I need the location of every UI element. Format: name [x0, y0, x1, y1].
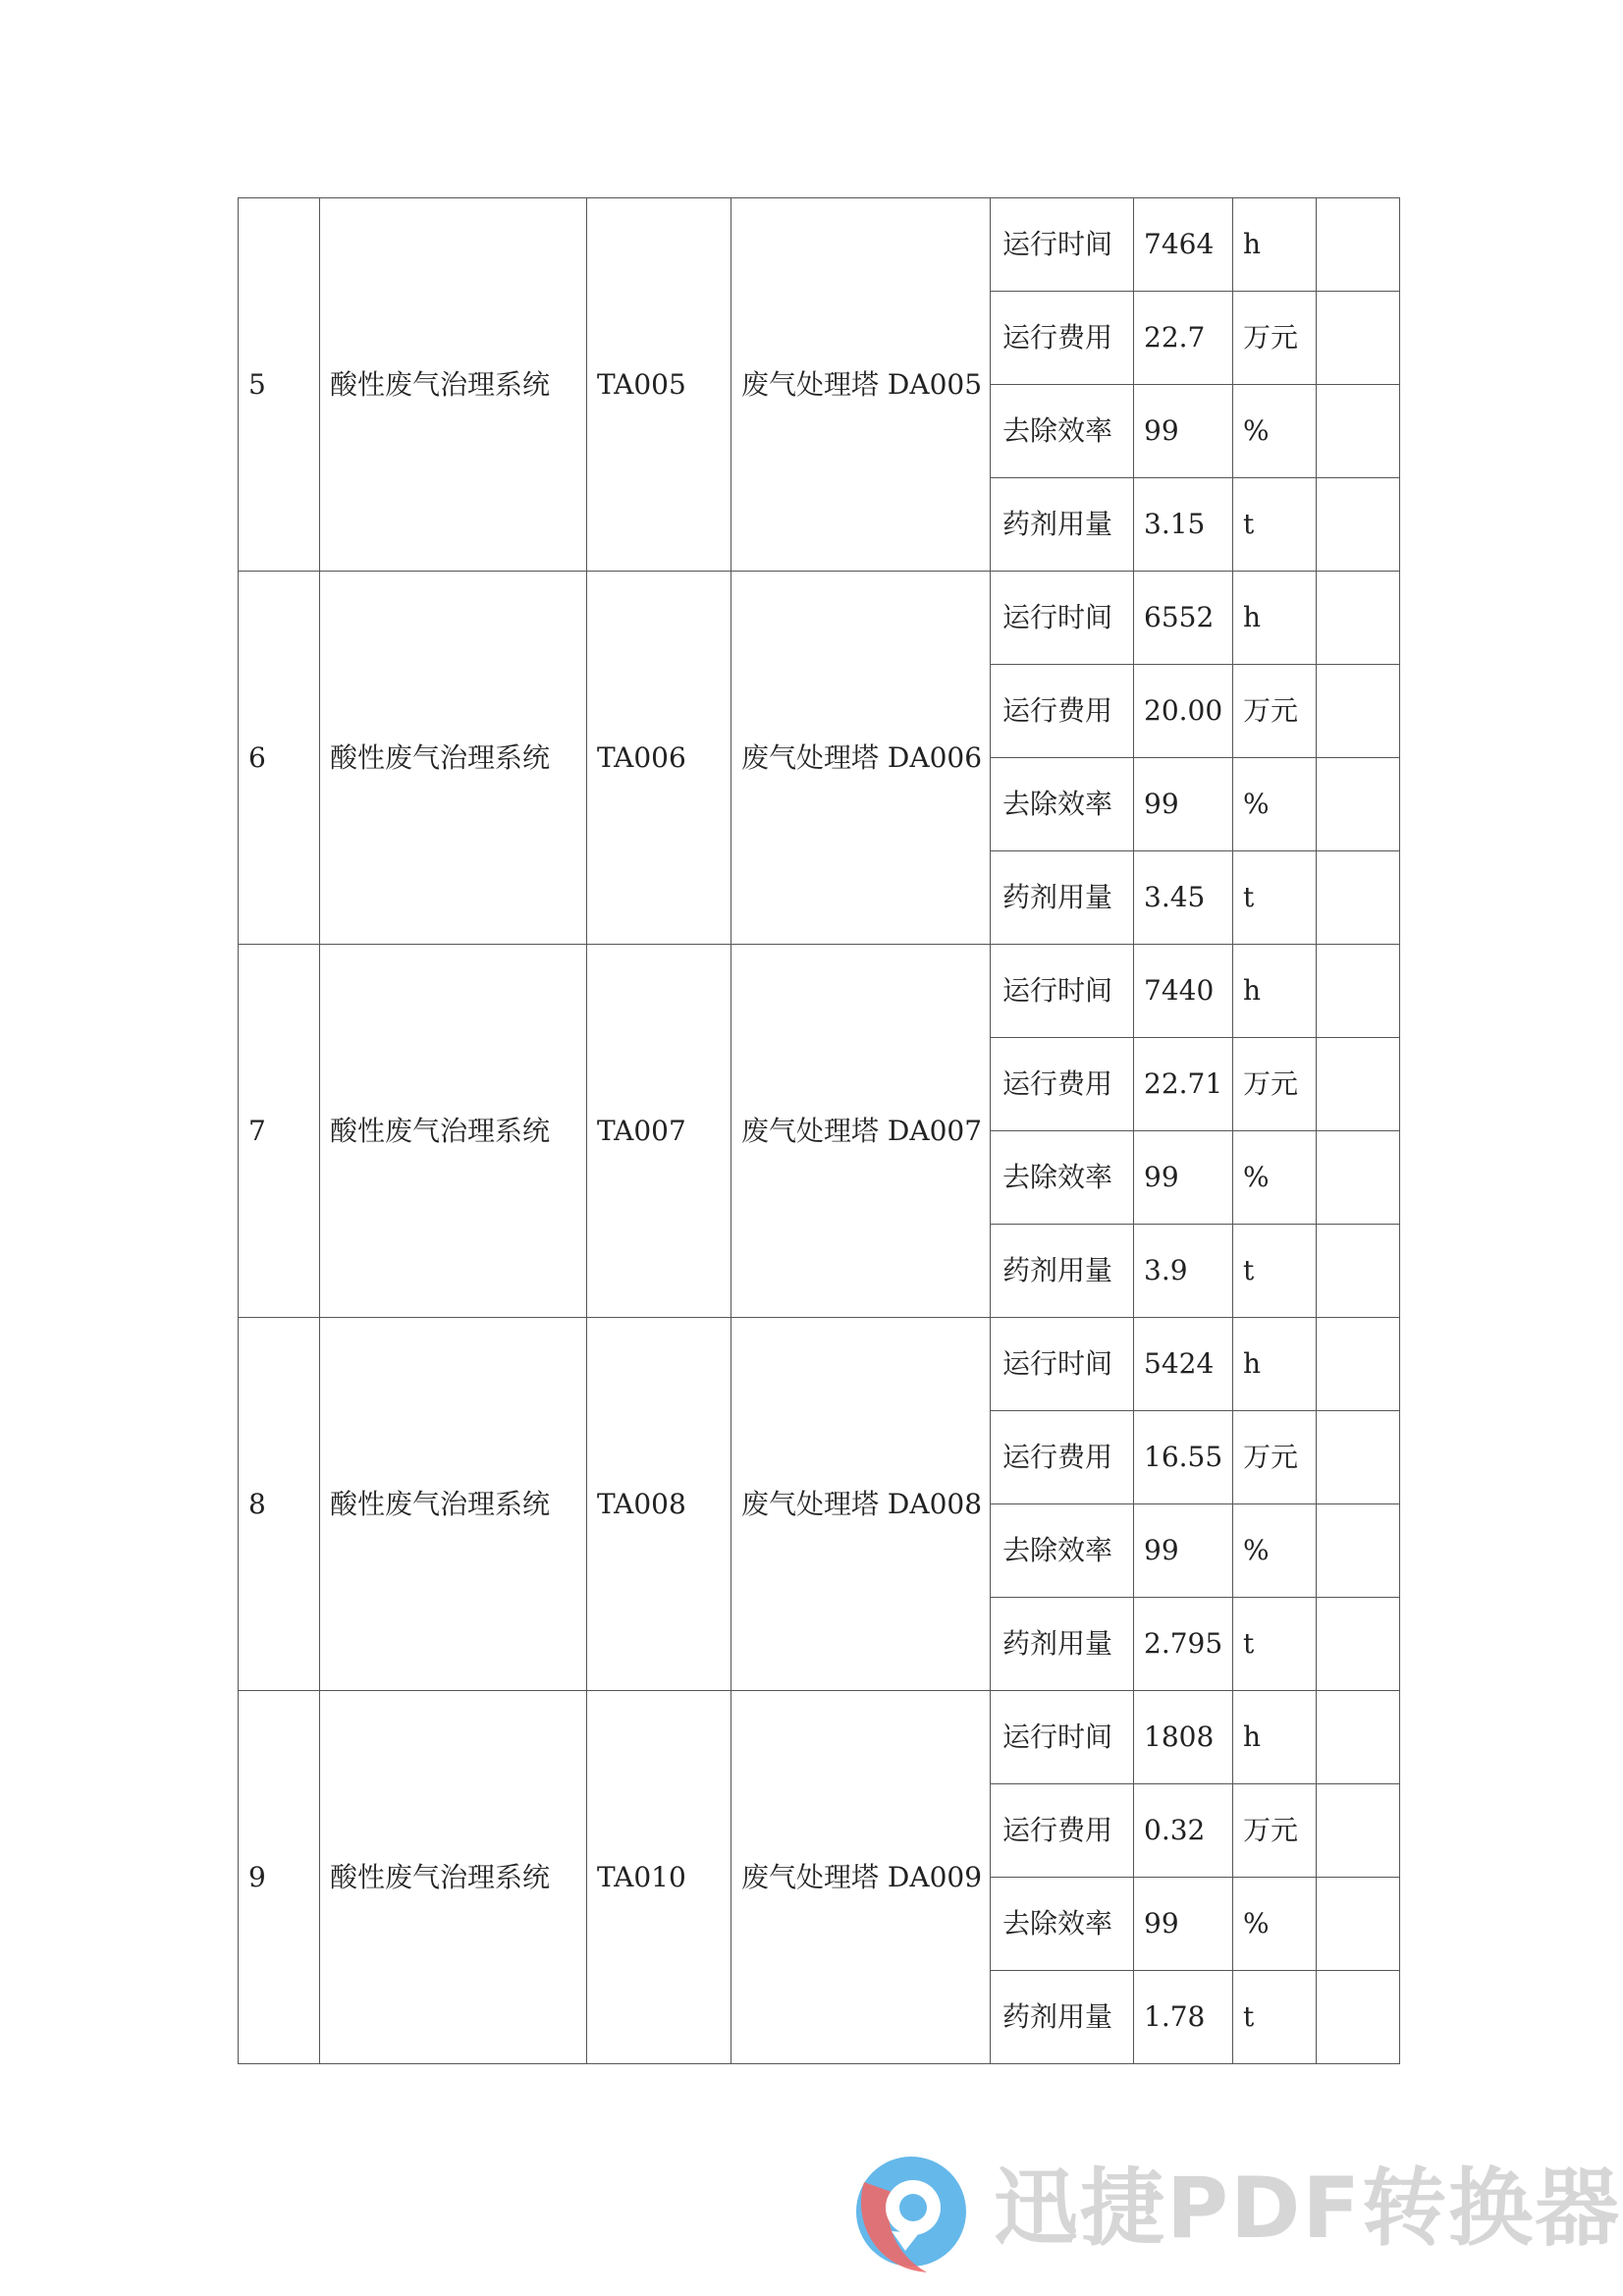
- metric-name-cell: 运行费用: [991, 665, 1134, 758]
- facility-name-cell: 废气处理塔 DA005: [731, 198, 991, 572]
- metric-note-cell: [1317, 945, 1400, 1038]
- metric-value-cell: 3.45: [1134, 851, 1233, 945]
- metric-name-cell: 运行时间: [991, 572, 1134, 665]
- metric-unit-cell: %: [1233, 1504, 1317, 1598]
- metric-name-cell: 运行时间: [991, 1691, 1134, 1784]
- metric-value-cell: 99: [1134, 1504, 1233, 1598]
- metric-unit-cell: t: [1233, 478, 1317, 572]
- system-code-cell: TA005: [587, 198, 731, 572]
- metric-value-cell: 16.55: [1134, 1411, 1233, 1504]
- metric-unit-cell: 万元: [1233, 665, 1317, 758]
- metric-unit-cell: %: [1233, 1131, 1317, 1225]
- metric-name-cell: 去除效率: [991, 1878, 1134, 1971]
- facility-name-cell: 废气处理塔 DA009: [731, 1691, 991, 2064]
- metric-note-cell: [1317, 1225, 1400, 1318]
- metric-unit-cell: 万元: [1233, 1784, 1317, 1878]
- metric-note-cell: [1317, 1691, 1400, 1784]
- table-row: [239, 945, 1400, 1038]
- watermark: [846, 2153, 1622, 2270]
- metric-name-cell: 运行时间: [991, 198, 1134, 292]
- metric-value-cell: 22.7: [1134, 292, 1233, 385]
- metric-unit-cell: t: [1233, 1598, 1317, 1691]
- row-index-cell: 7: [239, 945, 320, 1318]
- metric-name-cell: 运行费用: [991, 292, 1134, 385]
- metric-value-cell: 99: [1134, 1878, 1233, 1971]
- metric-name-cell: 去除效率: [991, 758, 1134, 851]
- metric-value-cell: 1.78: [1134, 1971, 1233, 2064]
- metric-note-cell: [1317, 572, 1400, 665]
- system-name-cell: 酸性废气治理系统: [320, 572, 587, 945]
- metric-note-cell: [1317, 385, 1400, 478]
- metric-value-cell: 2.795: [1134, 1598, 1233, 1691]
- metric-unit-cell: %: [1233, 758, 1317, 851]
- metric-note-cell: [1317, 292, 1400, 385]
- metric-value-cell: 99: [1134, 1131, 1233, 1225]
- metric-value-cell: 3.9: [1134, 1225, 1233, 1318]
- metric-note-cell: [1317, 1784, 1400, 1878]
- table-row: [239, 1691, 1400, 1784]
- metric-unit-cell: %: [1233, 1878, 1317, 1971]
- table-row: [239, 1318, 1400, 1411]
- system-code-cell: TA006: [587, 572, 731, 945]
- metric-note-cell: [1317, 1504, 1400, 1598]
- metric-unit-cell: t: [1233, 1971, 1317, 2064]
- metric-unit-cell: h: [1233, 1691, 1317, 1784]
- metric-name-cell: 去除效率: [991, 1131, 1134, 1225]
- metric-name-cell: 药剂用量: [991, 1971, 1134, 2064]
- metric-unit-cell: h: [1233, 198, 1317, 292]
- system-name-cell: 酸性废气治理系统: [320, 1691, 587, 2064]
- metric-note-cell: [1317, 1598, 1400, 1691]
- metric-note-cell: [1317, 478, 1400, 572]
- metric-name-cell: 去除效率: [991, 1504, 1134, 1598]
- metric-unit-cell: h: [1233, 572, 1317, 665]
- metric-name-cell: 药剂用量: [991, 1598, 1134, 1691]
- metric-unit-cell: 万元: [1233, 1411, 1317, 1504]
- metric-name-cell: 运行费用: [991, 1784, 1134, 1878]
- metric-note-cell: [1317, 1318, 1400, 1411]
- system-name-cell: 酸性废气治理系统: [320, 1318, 587, 1691]
- metric-value-cell: 7464: [1134, 198, 1233, 292]
- system-name-cell: 酸性废气治理系统: [320, 198, 587, 572]
- metric-note-cell: [1317, 758, 1400, 851]
- row-index-cell: 6: [239, 572, 320, 945]
- facility-name-cell: 废气处理塔 DA006: [731, 572, 991, 945]
- metric-name-cell: 运行时间: [991, 945, 1134, 1038]
- system-code-cell: TA008: [587, 1318, 731, 1691]
- metrics-table: [238, 197, 1400, 2064]
- row-index-cell: 8: [239, 1318, 320, 1691]
- metric-name-cell: 去除效率: [991, 385, 1134, 478]
- metric-unit-cell: 万元: [1233, 292, 1317, 385]
- system-name-cell: 酸性废气治理系统: [320, 945, 587, 1318]
- row-index-cell: 9: [239, 1691, 320, 2064]
- metric-value-cell: 22.71: [1134, 1038, 1233, 1131]
- metric-value-cell: 99: [1134, 385, 1233, 478]
- table-row: [239, 198, 1400, 292]
- metric-unit-cell: 万元: [1233, 1038, 1317, 1131]
- metric-note-cell: [1317, 1971, 1400, 2064]
- metric-value-cell: 7440: [1134, 945, 1233, 1038]
- metric-name-cell: 药剂用量: [991, 851, 1134, 945]
- metric-value-cell: 6552: [1134, 572, 1233, 665]
- metric-name-cell: 药剂用量: [991, 478, 1134, 572]
- metric-unit-cell: t: [1233, 851, 1317, 945]
- table-row: [239, 572, 1400, 665]
- metric-note-cell: [1317, 1411, 1400, 1504]
- metric-unit-cell: %: [1233, 385, 1317, 478]
- metric-note-cell: [1317, 198, 1400, 292]
- metric-name-cell: 药剂用量: [991, 1225, 1134, 1318]
- system-code-cell: TA010: [587, 1691, 731, 2064]
- metric-unit-cell: t: [1233, 1225, 1317, 1318]
- metric-value-cell: 20.00: [1134, 665, 1233, 758]
- metric-note-cell: [1317, 1878, 1400, 1971]
- row-index-cell: 5: [239, 198, 320, 572]
- metric-value-cell: 1808: [1134, 1691, 1233, 1784]
- metric-note-cell: [1317, 665, 1400, 758]
- metric-unit-cell: h: [1233, 1318, 1317, 1411]
- metric-value-cell: 3.15: [1134, 478, 1233, 572]
- system-code-cell: TA007: [587, 945, 731, 1318]
- facility-name-cell: 废气处理塔 DA008: [731, 1318, 991, 1691]
- metric-note-cell: [1317, 1131, 1400, 1225]
- metric-note-cell: [1317, 851, 1400, 945]
- metric-note-cell: [1317, 1038, 1400, 1131]
- xunjie-pdf-logo-icon: [846, 2153, 970, 2276]
- facility-name-cell: 废气处理塔 DA007: [731, 945, 991, 1318]
- metric-value-cell: 99: [1134, 758, 1233, 851]
- metric-name-cell: 运行费用: [991, 1411, 1134, 1504]
- metric-name-cell: 运行费用: [991, 1038, 1134, 1131]
- metric-unit-cell: h: [1233, 945, 1317, 1038]
- metric-name-cell: 运行时间: [991, 1318, 1134, 1411]
- metric-value-cell: 5424: [1134, 1318, 1233, 1411]
- metric-value-cell: 0.32: [1134, 1784, 1233, 1878]
- watermark-text: 迅捷PDF转换器: [994, 2159, 1622, 2258]
